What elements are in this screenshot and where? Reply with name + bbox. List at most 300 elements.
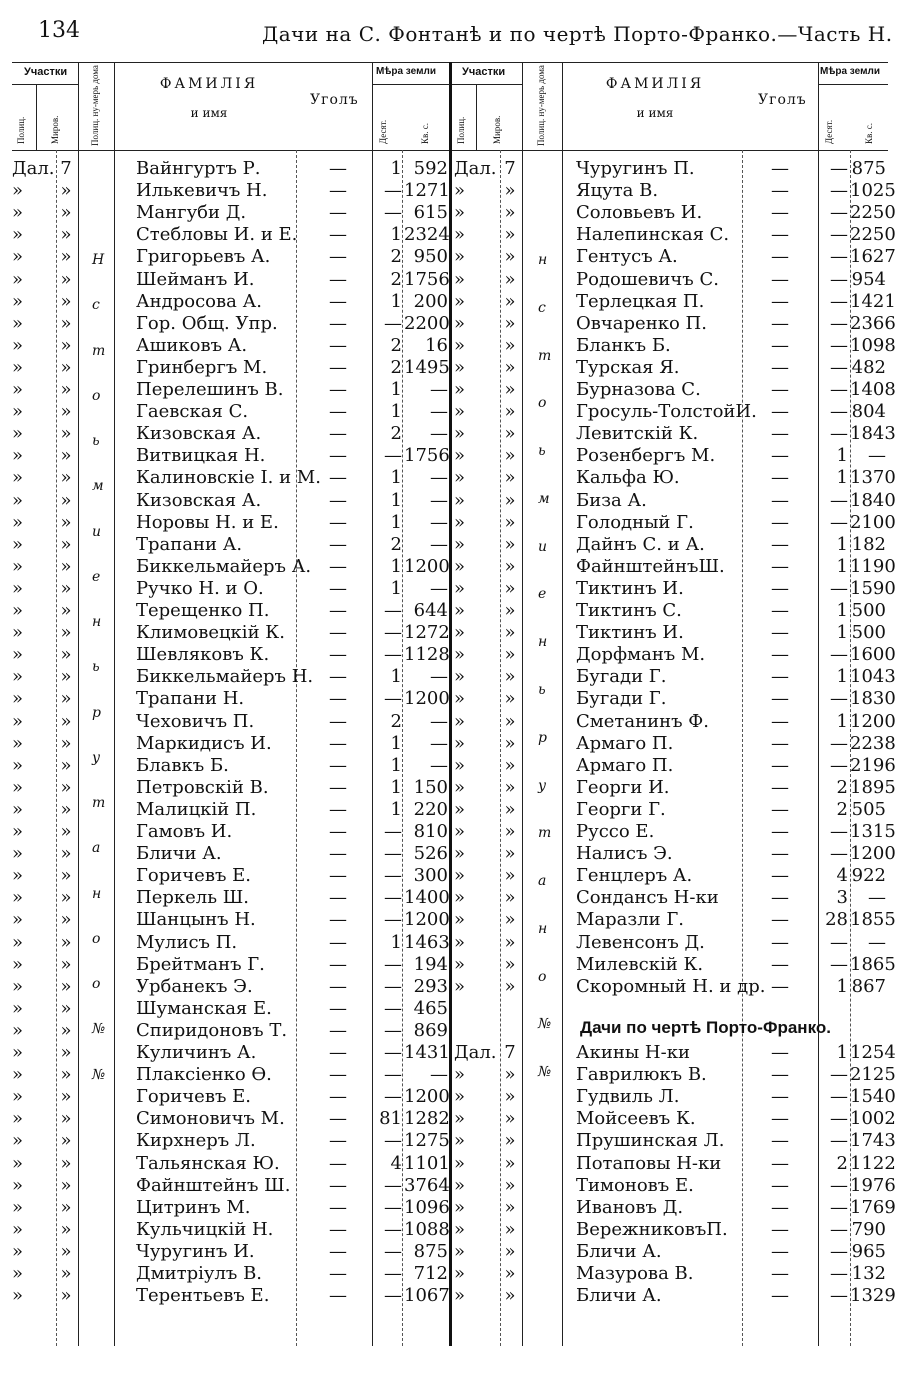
name-cell: Гаевская С. [136,401,249,423]
desyat-cell: 1 [836,710,848,732]
ugol-cell: — [329,268,347,290]
polits-cell: » [12,577,24,599]
polits-cell: » [454,356,466,378]
mirov-cell: » [504,622,516,644]
table-row [12,1219,450,1241]
ugol-cell: — [771,1196,789,1218]
mirov-cell: » [504,577,516,599]
ugol-cell: — [771,732,789,754]
polits-cell: » [454,1064,466,1086]
ugol-cell: — [329,1218,347,1240]
desyat-cell: — [384,622,402,644]
ugol-cell: — [771,1130,789,1152]
ugol-cell: — [329,158,347,179]
kv-cell: 220 [413,798,448,820]
mirov-cell: 7 [60,158,72,179]
desyat-cell: — [830,268,848,290]
polits-cell: » [12,356,24,378]
mirov-cell: » [504,821,516,842]
header-polits: Полиц. [456,116,466,144]
mirov-cell: » [60,577,72,599]
table-row [12,711,450,733]
table-row [452,688,896,710]
ugol-cell: — [329,1174,347,1196]
table-row [452,932,888,954]
polits-cell: » [454,467,466,489]
name-cell: Симоновичъ М. [136,1108,285,1130]
desyat-cell: — [384,997,402,1019]
ugol-cell: — [329,489,347,511]
name-cell: Шейманъ И. [136,268,255,290]
desyat-cell: 1 [836,622,848,644]
mirov-cell: » [60,644,72,666]
desyat-cell: 2 [390,334,402,356]
polits-cell: Дал. [12,158,55,179]
table-row [12,1175,450,1197]
table-row [12,1263,450,1285]
polits-cell: » [12,865,24,887]
table-row [452,710,896,733]
mirov-cell: » [504,290,516,312]
ugol-cell: — [329,290,347,312]
desyat-cell: — [830,489,848,511]
table-row [452,1219,888,1241]
mirov-cell: » [60,1042,72,1063]
table-row [12,556,450,578]
desyat-cell: — [830,401,848,423]
street-letter: № [92,1066,106,1083]
desyat-cell: 2 [390,356,402,378]
table-row [12,644,450,666]
polits-cell: » [12,887,24,909]
desyat-cell: — [384,975,402,997]
name-cell: Налепинская С. [576,224,730,246]
polits-cell: » [12,1218,24,1240]
name-cell: Бурназова С. [576,379,701,400]
desyat-cell: — [384,1285,402,1307]
name-cell: Соловьевъ И. [576,202,703,224]
name-cell: Мангуби Д. [136,202,247,224]
table-row [452,334,896,357]
name-cell: Армаго П. [576,754,674,776]
desyat-cell: — [830,1285,848,1307]
ugol-cell: — [329,1086,347,1108]
street-letter: у [538,777,547,794]
kv-cell: — [868,931,886,953]
name-cell: Мулисъ П. [136,931,238,953]
ugol-cell: — [329,401,347,423]
kv-cell: 2238 [850,732,896,754]
mirov-cell: » [504,798,516,820]
polits-cell: » [12,1240,24,1262]
kv-cell: — [430,754,448,776]
name-cell: Шуманская Е. [136,997,272,1019]
ugol-cell: — [329,710,347,732]
kv-cell: 1200 [850,710,896,732]
name-cell: Терещенко П. [136,600,270,621]
name-cell: ФайнштейнъШ. [576,555,725,577]
street-letter: т [92,795,106,812]
table-row [452,1086,896,1108]
desyat-cell: — [830,843,848,865]
mirov-cell: » [60,423,72,445]
kv-cell: 1098 [850,334,896,356]
kv-cell: — [430,423,448,445]
mirov-cell: » [60,798,72,820]
kv-cell: 200 [413,290,448,312]
polits-cell: » [12,843,24,865]
register-table [12,62,896,1346]
mirov-cell: » [504,1285,516,1307]
name-cell: Терлецкая П. [576,290,705,312]
street-letter: о [92,976,101,993]
polits-cell: » [12,1196,24,1218]
street-letter: н [538,252,548,268]
name-cell: Трапани Н. [136,688,245,710]
table-row [12,1153,450,1175]
table-row [452,666,896,688]
mirov-cell: » [60,202,72,224]
polits-cell: » [12,909,24,931]
kv-cell: 1096 [404,1196,450,1218]
mirov-cell: » [504,379,516,400]
kv-cell: 1840 [850,489,896,511]
table-row [452,1285,896,1307]
mirov-cell: » [504,511,516,533]
polits-cell: » [454,1285,466,1307]
name-cell: Сондансъ Н-ки [576,887,719,909]
desyat-cell: — [384,865,402,887]
ugol-cell: — [329,224,347,246]
table-row [12,777,450,799]
desyat-cell: 1 [390,931,402,953]
mirov-cell: » [504,666,516,688]
kv-cell: — [430,732,448,754]
kv-cell: 500 [851,622,886,644]
polits-cell: » [454,1174,466,1196]
mirov-cell: » [60,776,72,798]
name-cell: Андросова А. [136,290,262,312]
street-letter: р [538,729,547,746]
name-cell: ВережниковъП. [576,1218,728,1240]
desyat-cell: — [384,600,402,621]
table-row [12,512,450,534]
desyat-cell: — [384,1240,402,1262]
polits-cell: » [12,401,24,423]
header-kv: Кв. с. [420,123,430,144]
name-cell: Илькевичъ Н. [136,180,268,202]
table-row [452,269,888,291]
name-cell: Тиктинъ И. [576,577,684,599]
kv-cell: 1254 [850,1042,896,1063]
name-cell: Турская Я. [576,356,680,378]
name-cell: Гаврилюкъ В. [576,1064,707,1086]
polits-cell: » [454,1108,466,1130]
table-row [452,1130,896,1152]
table-row [12,688,450,710]
polits-cell: Дал. [454,158,497,179]
kv-cell: — [430,511,448,533]
name-cell: Прушинская Л. [576,1130,725,1152]
mirov-cell: » [60,754,72,776]
kv-cell: — [430,467,448,489]
table-row [12,1064,450,1086]
desyat-cell: — [830,754,848,776]
mirov-cell: » [504,909,516,931]
mirov-cell: » [60,533,72,555]
polits-cell: » [454,732,466,754]
desyat-cell: 1 [390,577,402,599]
desyat-cell: — [384,180,402,202]
polits-cell: » [12,379,24,400]
desyat-cell: 2 [836,798,848,820]
desyat-cell: 1 [390,732,402,754]
desyat-cell: 1 [836,533,848,555]
desyat-cell: 1 [390,379,402,400]
kv-cell: 712 [413,1263,448,1284]
street-letter: с [538,299,546,316]
name-cell: Милевскій К. [576,953,704,975]
header-kv: Кв. с. [864,123,874,144]
street-letter: р [92,704,101,721]
ugol-cell: — [771,931,789,953]
header-familiya: ФАМИЛІЯ [605,76,705,92]
mirov-cell: » [504,732,516,754]
desyat-cell: — [830,821,848,842]
polits-cell: » [12,754,24,776]
name-cell: Цитринъ М. [136,1196,251,1218]
name-cell: Руссо Е. [576,821,655,842]
name-cell: Урбанекъ Э. [136,975,253,997]
name-cell: Чуругинъ И. [136,1240,255,1262]
kv-cell: 1370 [850,467,896,489]
kv-cell: 465 [413,997,448,1019]
street-letter: ь [538,682,546,698]
name-cell: Биккельмайеръ А. [136,555,312,577]
name-cell: Мазурова В. [576,1263,694,1284]
name-cell: Маразли Г. [576,909,685,931]
header-mirov: Миров. [50,115,60,144]
desyat-cell: — [830,732,848,754]
polits-cell: » [12,798,24,820]
kv-cell: 867 [851,975,886,997]
table-row [452,998,888,1020]
mirov-cell: » [60,953,72,975]
polits-cell: » [12,821,24,842]
name-cell: Сметанинъ Ф. [576,710,709,732]
name-cell: Гамовъ И. [136,821,233,842]
ugol-cell: — [771,489,789,511]
mirov-cell: » [504,334,516,356]
name-cell: Биккельмайеръ Н. [136,666,314,688]
mirov-cell: » [504,953,516,975]
kv-cell: 1743 [850,1130,896,1152]
polits-cell: » [12,467,24,489]
table-row [452,953,896,976]
mirov-cell: » [504,644,516,666]
name-cell: Акины Н-ки [576,1042,690,1063]
polits-cell: » [12,224,24,246]
mirov-cell: » [504,1240,516,1262]
table-row [452,555,896,578]
mirov-cell: » [60,290,72,312]
ugol-cell: — [771,1086,789,1108]
ugol-cell: — [329,1019,347,1041]
polits-cell: » [454,821,466,842]
kv-cell: 869 [413,1019,448,1041]
desyat-cell: 2 [390,710,402,732]
ugol-cell: — [329,577,347,599]
polits-cell: » [12,997,24,1019]
header-imya: и имя [190,106,228,120]
desyat-cell: — [384,1019,402,1041]
polits-cell: » [454,246,466,268]
desyat-cell: — [384,1218,402,1240]
mirov-cell: » [60,1152,72,1174]
table-row [12,1086,450,1108]
polits-cell: » [454,776,466,798]
table-row [12,976,450,998]
polits-cell: » [454,1086,466,1108]
mirov-cell: » [504,489,516,511]
mirov-cell: » [504,1263,516,1284]
desyat-cell: 3 [836,887,848,909]
kv-cell: 1329 [850,1285,896,1307]
polits-cell: » [454,489,466,511]
polits-cell: » [454,268,466,290]
ugol-cell: — [329,467,347,489]
kv-cell: — [430,710,448,732]
mirov-cell: » [504,887,516,909]
street-letter: с [92,297,100,314]
table-row [12,799,450,821]
mirov-cell: » [60,1285,72,1307]
polits-cell: » [12,1108,24,1130]
name-cell: Потаповы Н-ки [576,1152,722,1174]
header-nomer: Полиц. ну-мерь дома [90,65,100,146]
desyat-cell: — [384,1064,402,1086]
name-cell: Куличинъ А. [136,1042,257,1063]
name-cell: Малицкій П. [136,798,257,820]
ugol-cell: — [329,1152,347,1174]
name-cell: Генцлеръ А. [576,865,693,887]
polits-cell: » [454,953,466,975]
table-row [452,202,896,224]
polits-cell: » [12,710,24,732]
ugol-cell: — [771,379,789,400]
kv-cell: — [430,577,448,599]
table-row [452,1108,896,1130]
kv-cell: 182 [851,533,886,555]
name-cell: Гор. Общ. Упр. [136,312,278,334]
mirov-cell: » [60,975,72,997]
header-imya: и имя [636,106,674,120]
desyat-cell: 28 [825,909,848,931]
table-row [12,335,450,357]
mirov-cell: » [504,865,516,887]
ugol-cell: — [329,180,347,202]
polits-cell: » [454,224,466,246]
mirov-cell: » [504,1064,516,1086]
name-cell: Кульчицкій Н. [136,1218,274,1240]
kv-cell: 293 [413,975,448,997]
table-row [452,1152,896,1175]
kv-cell: 1200 [404,909,450,931]
table-row [452,577,896,603]
desyat-cell: — [830,577,848,599]
mirov-cell: » [60,1218,72,1240]
street-letter: т [538,347,552,364]
polits-cell: » [12,622,24,644]
polits-cell: » [454,180,466,202]
ugol-cell: — [771,511,789,533]
header-mirov: Миров. [492,115,502,144]
desyat-cell: 81 [379,1108,402,1130]
polits-cell: » [12,644,24,666]
mirov-cell: » [504,533,516,555]
mirov-cell: » [60,379,72,400]
table-row [12,534,450,556]
name-cell: Тальянская Ю. [136,1152,280,1174]
ugol-cell: — [771,843,789,865]
name-cell: Яцута В. [576,180,659,202]
mirov-cell: » [504,180,516,202]
ugol-cell: — [771,445,789,467]
desyat-cell: — [830,180,848,202]
polits-cell: » [454,975,466,997]
ugol-cell: — [771,1064,789,1086]
desyat-cell: 1 [390,666,402,688]
ugol-cell: — [771,1240,789,1262]
kv-cell: 132 [851,1263,886,1284]
name-cell: Родошевичъ С. [576,268,719,290]
polits-cell: » [454,909,466,931]
polits-cell: » [454,401,466,423]
ugol-cell: — [771,666,789,688]
table-row [452,423,896,445]
street-letter: и [538,538,548,555]
kv-cell: 804 [851,401,886,423]
desyat-cell: — [830,312,848,334]
mirov-cell: » [60,511,72,533]
mirov-cell: » [60,1108,72,1130]
street-letter: № [92,1021,106,1038]
table-row [12,1285,450,1307]
desyat-cell: — [830,1064,848,1086]
table-row [452,1042,896,1064]
kv-cell: 1101 [404,1152,450,1174]
mirov-cell: » [60,865,72,887]
kv-cell: 300 [413,865,448,887]
polits-cell: » [454,334,466,356]
table-row [12,269,450,291]
kv-cell: 1756 [404,268,450,290]
rule [36,84,37,150]
mirov-cell: » [504,600,516,621]
kv-cell: 1855 [850,909,896,931]
kv-cell: 1128 [404,644,450,666]
polits-cell: » [12,732,24,754]
ugol-cell: — [329,975,347,997]
polits-cell: » [454,843,466,865]
polits-cell: » [12,688,24,710]
name-cell: Климовецкій К. [136,622,285,644]
ugol-cell: — [771,1108,789,1130]
ugol-cell: — [329,246,347,268]
table-row [452,754,896,777]
mirov-cell: » [60,931,72,953]
polits-cell: » [12,1086,24,1108]
